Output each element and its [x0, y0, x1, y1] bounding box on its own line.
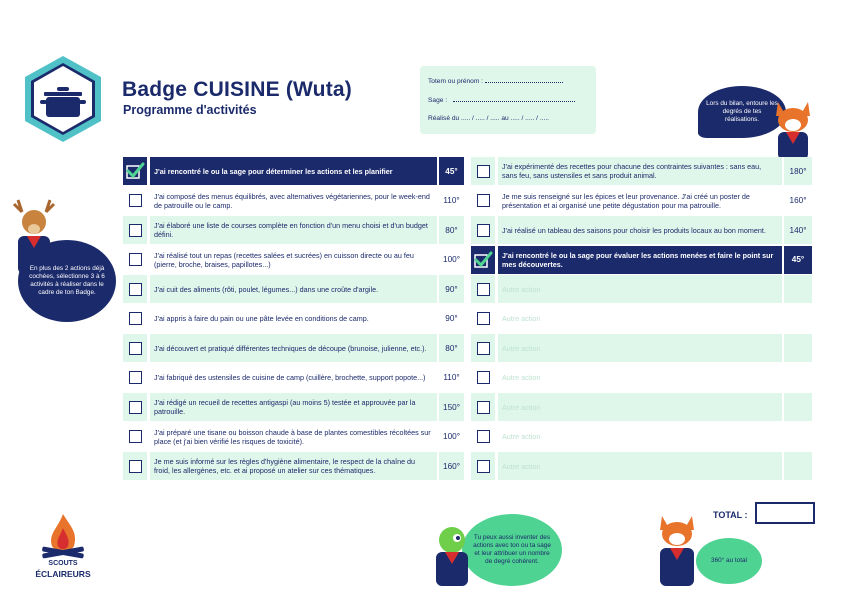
activity-text: [150, 157, 437, 185]
points-value: 80°: [445, 343, 458, 353]
logo-line1: SCOUTS: [48, 560, 78, 567]
activity-row: [471, 393, 812, 421]
activity-text: [498, 246, 782, 274]
activity-row: [471, 305, 812, 333]
activity-checkbox[interactable]: [477, 312, 490, 325]
activity-checkbox[interactable]: [129, 342, 142, 355]
activity-text: [498, 305, 782, 333]
activity-row: [471, 157, 812, 185]
activity-text: [498, 364, 782, 392]
activity-row: [123, 187, 464, 215]
checkbox-cell: [471, 275, 495, 303]
points-value: 110°: [443, 196, 460, 205]
points-value: 100°: [443, 255, 460, 264]
sage-label: Sage :: [428, 97, 448, 104]
activity-points: [439, 334, 464, 362]
activity-points: [784, 275, 812, 303]
checkbox-cell: [123, 334, 147, 362]
activity-checkbox[interactable]: [129, 460, 142, 473]
activity-text: [498, 452, 782, 480]
activity-text: [150, 364, 437, 392]
checkbox-cell: [123, 246, 147, 274]
activity-label: J'ai composé des menus équilibrés, avec alternatives végétariennes, pour le week-end de patrouille ou le camp.: [154, 191, 430, 210]
totem-dots: [485, 82, 563, 83]
points-value: 80°: [445, 225, 458, 235]
activity-label: J'ai préparé une tisane ou boisson chaude à base de plantes comestibles récoltées sur place (et j'ai bien vérifié les risques de toxicité).: [154, 427, 431, 446]
checkbox-cell: [123, 157, 147, 185]
checkbox-cell: [123, 216, 147, 244]
activity-row: [123, 246, 464, 274]
activity-label: J'ai fabriqué des ustensiles de cuisine de camp (cuillère, brochette, support popote...): [154, 373, 426, 382]
activity-text: [150, 305, 437, 333]
activity-checkbox[interactable]: [477, 283, 490, 296]
other-action-placeholder[interactable]: Autre action: [502, 343, 541, 353]
points-value: 100°: [443, 432, 460, 441]
checkbox-cell: [471, 393, 495, 421]
activity-row: [471, 334, 812, 362]
activity-text: [150, 216, 437, 244]
checkbox-cell: [471, 334, 495, 362]
checkbox-cell: [123, 452, 147, 480]
activity-row: [123, 157, 464, 185]
points-value: 160°: [443, 461, 460, 471]
activity-points: [784, 305, 812, 333]
activity-row: [471, 423, 812, 451]
total-bubble-text: 360° au total: [711, 556, 747, 564]
activity-row: [471, 246, 812, 274]
activity-text: [150, 246, 437, 274]
activity-label: J'ai élaboré une liste de courses complète en fonction d'un menu choisi et d'un budget défini.: [154, 221, 428, 239]
activity-points: [439, 157, 464, 185]
points-value: 90°: [445, 314, 458, 323]
activity-text: [498, 216, 782, 244]
activity-checkbox[interactable]: [129, 371, 142, 384]
activity-row: [123, 393, 464, 421]
activity-points: [439, 216, 464, 244]
activity-checkbox[interactable]: [477, 430, 490, 443]
activity-row: [471, 275, 812, 303]
fox-top-icon: [768, 98, 818, 160]
activity-label: Je me suis informé sur les règles d'hygiène alimentaire, le respect de la chaîne du froid, les allergènes, etc. et ai proposé un atelier sur ces thématiques.: [154, 457, 416, 475]
activity-checkbox[interactable]: [129, 401, 142, 414]
activity-row: [123, 423, 464, 451]
checkbox-cell: [471, 187, 495, 215]
activity-points: [439, 393, 464, 421]
activity-row: [471, 364, 812, 392]
activity-label: Je me suis renseigné sur les épices et leur provenance. J'ai créé un poster de présentation et ai organisé une petite dégustation pour ma patrouille.: [502, 191, 750, 210]
activity-label: J'ai rencontré le ou la sage pour déterminer les actions et les planifier: [154, 166, 393, 176]
sage-field[interactable]: [428, 97, 575, 104]
checkbox-cell: [123, 187, 147, 215]
activity-label: J'ai réalisé un tableau des saisons pour choisir les produits locaux au bon moment.: [502, 225, 766, 235]
invent-bubble-text: Tu peux aussi inventer des actions avec ton ou ta sage et leur attribuer un nombre de degré cohérent.: [473, 533, 551, 566]
activity-checkbox[interactable]: [477, 224, 490, 237]
date-sep: au: [501, 115, 509, 122]
points-value: 45°: [445, 166, 458, 176]
activity-row: [123, 275, 464, 303]
checkbox-cell: [471, 305, 495, 333]
activity-text: [498, 423, 782, 451]
activity-points: [439, 452, 464, 480]
activity-points: [439, 305, 464, 333]
activity-points: [439, 275, 464, 303]
checkmark-icon[interactable]: [473, 251, 493, 269]
selection-bubble: [18, 240, 116, 322]
date-field[interactable]: [428, 115, 549, 122]
activity-points: [439, 423, 464, 451]
checkbox-cell: [471, 157, 495, 185]
activity-checkbox[interactable]: [477, 460, 490, 473]
activity-row: [123, 334, 464, 362]
other-action-placeholder[interactable]: Autre action: [502, 284, 541, 294]
activity-label: J'ai appris à faire du pain ou une pâte levée en conditions de camp.: [154, 314, 369, 323]
activity-points: [784, 452, 812, 480]
checkbox-cell: [471, 452, 495, 480]
realise-label: Réalisé du: [428, 115, 460, 122]
checkmark-icon[interactable]: [125, 162, 145, 180]
checkbox-cell: [471, 423, 495, 451]
activity-label: J'ai rédigé un recueil de recettes antigaspi (au moins 5) testée et approuvée par la patrouille.: [154, 398, 416, 416]
checkbox-cell: [123, 275, 147, 303]
checkbox-cell: [123, 364, 147, 392]
activity-checkbox[interactable]: [129, 194, 142, 207]
points-value: 90°: [445, 284, 458, 294]
points-value: 140°: [789, 225, 807, 235]
activity-points: [784, 157, 812, 185]
activity-text: [150, 452, 437, 480]
activity-checkbox[interactable]: [129, 283, 142, 296]
activity-text: [498, 393, 782, 421]
selection-bubble-text: En plus des 2 actions déjà cochées, sélectionne 3 à 6 activités à réaliser dans le cadre de ton Badge.: [29, 264, 105, 297]
points-value: 45°: [791, 255, 805, 264]
scouts-logo: [30, 512, 96, 584]
points-value: 160°: [789, 196, 807, 205]
activity-label: J'ai découvert et pratiqué différentes techniques de découpe (brunoise, julienne, etc.).: [154, 343, 427, 353]
activity-checkbox[interactable]: [477, 194, 490, 207]
badge-hexagon-icon: [22, 54, 104, 144]
campfire-icon: [30, 512, 96, 564]
activity-text: [150, 334, 437, 362]
activity-checkbox[interactable]: [129, 224, 142, 237]
activity-label: J'ai expérimenté des recettes pour chacune des contraintes suivantes : sans eau, sans feu, sans ustensiles et sans produit animal.: [502, 162, 762, 180]
activity-points: [784, 187, 812, 215]
page-subtitle: Programme d'activités: [123, 103, 257, 117]
activity-points: [784, 334, 812, 362]
activity-checkbox[interactable]: [129, 430, 142, 443]
activity-checkbox[interactable]: [129, 312, 142, 325]
info-box: [420, 66, 596, 134]
checkbox-cell: [471, 364, 495, 392]
checkbox-cell: [123, 393, 147, 421]
points-value: 150°: [443, 402, 460, 412]
activity-text: [150, 393, 437, 421]
activity-points: [439, 246, 464, 274]
checkbox-cell: [471, 216, 495, 244]
activity-text: [150, 423, 437, 451]
bilan-bubble-text: Lors du bilan, entoure les degrés de tes réalisations.: [706, 99, 778, 124]
activity-row: [123, 305, 464, 333]
chameleon-icon: [430, 524, 476, 586]
activity-text: [498, 187, 782, 215]
totem-label: Totem ou prénom :: [428, 78, 483, 85]
totem-field[interactable]: [428, 78, 563, 85]
activity-points: [784, 423, 812, 451]
activity-row: [471, 187, 812, 215]
other-action-placeholder[interactable]: Autre action: [502, 402, 541, 412]
activity-row: [123, 452, 464, 480]
activity-checkbox[interactable]: [477, 371, 490, 384]
date-from: ..... / ..... / .....: [461, 115, 500, 122]
checkbox-cell: [123, 305, 147, 333]
total-input[interactable]: [755, 502, 815, 524]
activity-points: [439, 364, 464, 392]
activity-text: [498, 275, 782, 303]
activity-text: [498, 157, 782, 185]
sage-dots: [453, 101, 575, 102]
activity-text: [150, 187, 437, 215]
other-action-placeholder[interactable]: Autre action: [502, 432, 541, 441]
checkbox-cell: [123, 423, 147, 451]
logo-line2: ÉCLAIREURS: [35, 569, 91, 579]
activity-row: [123, 364, 464, 392]
activity-points: [784, 393, 812, 421]
total-bubble: [696, 538, 762, 584]
activity-checkbox[interactable]: [477, 342, 490, 355]
activity-text: [498, 334, 782, 362]
activity-checkbox[interactable]: [477, 165, 490, 178]
activity-points: [439, 187, 464, 215]
invent-bubble: [462, 514, 562, 586]
activity-checkbox[interactable]: [477, 401, 490, 414]
activity-points: [784, 216, 812, 244]
activity-points: [784, 246, 812, 274]
date-to: ..... / ..... / .....: [510, 115, 549, 122]
total-label: TOTAL :: [713, 510, 748, 520]
activity-points: [784, 364, 812, 392]
activity-label: J'ai cuit des aliments (rôti, poulet, légumes...) dans une croûte d'argile.: [154, 284, 379, 294]
activity-checkbox[interactable]: [129, 253, 142, 266]
other-action-placeholder[interactable]: Autre action: [502, 373, 541, 382]
activity-label: J'ai rencontré le ou la sage pour évaluer les actions menées et faire le point sur mes découvertes.: [502, 250, 774, 269]
activity-text: [150, 275, 437, 303]
points-value: 110°: [443, 373, 460, 382]
other-action-placeholder[interactable]: Autre action: [502, 314, 541, 323]
page-title: Badge CUISINE (Wuta): [122, 78, 352, 101]
other-action-placeholder[interactable]: Autre action: [502, 461, 541, 471]
points-value: 180°: [789, 166, 807, 176]
activity-row: [471, 216, 812, 244]
activity-row: [123, 216, 464, 244]
activity-row: [471, 452, 812, 480]
checkbox-cell: [471, 246, 495, 274]
fox-bottom-icon: [652, 512, 702, 586]
activity-label: J'ai réalisé tout un repas (recettes salées et sucrées) en cuisson directe ou au feu (pierre, broche, braises, papillotes...): [154, 250, 414, 269]
